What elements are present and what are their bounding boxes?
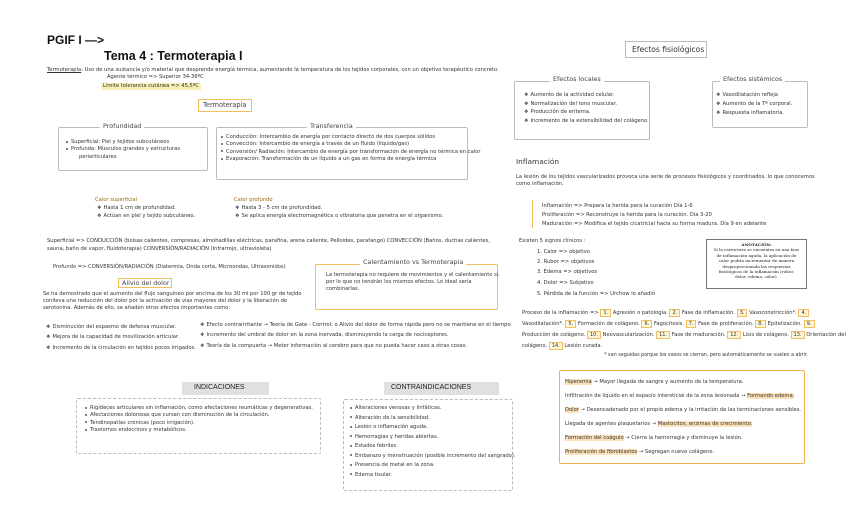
alivio-left-item: ❖ Incremento de la circulación en tejidos pocos irrigados. bbox=[46, 344, 196, 351]
inflamacion-phases-marker bbox=[532, 200, 533, 228]
contraindicaciones-item: Lesión o inflamación aguda. bbox=[350, 423, 516, 433]
calor-superficial-item: ❖ Hasta 1 cm de profundidad. bbox=[97, 205, 176, 211]
profundidad-list bbox=[66, 139, 180, 161]
contraindicaciones-item: Alteraciones venosas y linfáticas. bbox=[350, 404, 516, 414]
transferencia-item: Evaporación: Transformación de un líquido a un gas en forma de energía térmica bbox=[221, 156, 480, 163]
contraindicaciones-item: Presencia de metal en la zona. bbox=[350, 461, 516, 471]
definition-text: : Uso de una sustancia y/o material que desprende energía térmica, aumentando la temperatura de los tejidos corporales, con un objetivo terapéutico concreto. bbox=[81, 67, 499, 73]
definition-line bbox=[47, 67, 499, 74]
inflamacion-text: La lesión de los tejidos vascularizados provoca una serie de procesos fisiológicos y coordinados, lo que conocemos como inflamación. bbox=[516, 174, 815, 188]
alivio-left-item: ❖ Disminución del espasmo de defensa muscular. bbox=[46, 324, 177, 330]
calor-profundo-item: ❖ Hasta 3 - 5 cm de profundidad. bbox=[235, 205, 323, 211]
alivio-right-item: ❖ Incremento del umbral de dolor en la zona inervada, disminuyendo la carga de nociceptores. bbox=[200, 332, 449, 339]
calentamiento-text: La termoterapia no requiere de movimientos y el calentamiento sí, por lo que no tendrán los mismos efectos. Lo ideal sería combinarlas. bbox=[326, 272, 500, 293]
definicion-line: Dolor → Desencadenado por el propio edema y la irritación de las terminaciones sensibles. bbox=[565, 407, 802, 413]
efectos-locales-list bbox=[524, 91, 649, 125]
inflamacion-phase: Maduración => Modifica el tejido cicatricial hacia su forma madura. Día 9 en adelante bbox=[542, 221, 767, 227]
transferencia-item: Conversión/ Radiación: Intercambio de energía por transformación de energía no térmica en calor bbox=[221, 149, 480, 156]
efectos-locales-title: Efectos locales bbox=[550, 75, 604, 84]
profundidad-item: periarticulares bbox=[79, 153, 117, 160]
inflamacion-title: Inflamación bbox=[516, 157, 560, 166]
profundidad-label: Profundidad bbox=[100, 122, 144, 131]
profundidad-item: Profunda: Músculos grandes y estructuras bbox=[66, 146, 180, 153]
alivio-right-list bbox=[200, 322, 511, 350]
signo-item: 3. Edema => objetivos bbox=[537, 269, 598, 275]
definicion-line: Formación del coágulo → Cierra la hemorragia y disminuye la lesión. bbox=[565, 435, 743, 441]
definicion-line: Infiltración de líquido en el espacio intersticial de la zona lesionada → Formando edema. bbox=[565, 393, 795, 399]
contraindicaciones-item: Edema tisular. bbox=[350, 471, 516, 481]
proceso-line: Proceso de la inflamación => 1. Agresión o patología. 2. Fase de inflamación. 3. Vasoconstricción*. 4. bbox=[522, 309, 809, 317]
alivio-text: Se ha demostrado que el aumento del flujo sanguíneo por encima de los 30 ml por 100 gr de tejido conlleva una reducción del dolor por la activación de vías mayores del dolor y la liberación de serotonina. Además de ello, se añaden otros efectos importantes como: bbox=[43, 291, 302, 312]
alivio-right-item: ❖ Teoría de la compuerta → Meter información al cerebro para que no pueda hacer caso a otras cosas. bbox=[200, 342, 468, 349]
definition-limit: Límite tolerancia cutánea => 45,5ºC bbox=[103, 83, 199, 89]
alivio-left-list bbox=[46, 324, 196, 352]
proceso-line: Vasodilatación*. 5. Formación de colágeno. 6. Fagocitosis. 7. Fase de proliferación. 8. Epitelización. 9. bbox=[522, 320, 815, 328]
indicaciones-item: Trastornos endocrinos y metabólicos. bbox=[85, 427, 313, 434]
definition-term: Termoterapia bbox=[47, 67, 82, 73]
inflamacion-phase: Proliferación => Reconstruye la herida para la curación. Día 3-20 bbox=[542, 212, 712, 218]
efectos-sistemicos-list bbox=[716, 91, 792, 118]
transferencia-label: Transferencia bbox=[307, 122, 356, 131]
transferencia-list bbox=[221, 134, 480, 164]
efectos-sistemicos-item: ❖ Respuesta inflamatoria. bbox=[716, 110, 785, 116]
calor-superficial-item: ❖ Actúan en piel y tejido subcutáneo. bbox=[97, 213, 196, 219]
signos-title: Existen 5 signos clínicos : bbox=[519, 238, 586, 244]
anotacion-title: ANOTACIÓN: bbox=[741, 242, 772, 247]
transferencia-item: Conducción: Intercambio de energía por contacto directo de dos cuerpos sólidos bbox=[221, 134, 480, 141]
contraindicaciones-item: Alteración de la sensibilidad. bbox=[350, 414, 516, 424]
inflamacion-phase: Inflamación => Prepara la herida para la curación Día 1-6 bbox=[542, 203, 693, 209]
efectos-title: Efectos fisiológicos bbox=[632, 45, 705, 54]
indicaciones-list bbox=[85, 405, 313, 435]
signo-item: 2. Rubor => objetivos bbox=[537, 259, 595, 265]
efectos-locales-item: ❖ Aumento de la actividad celular. bbox=[524, 92, 615, 98]
efectos-sistemicos-item: ❖ Vasodilatación refleja bbox=[716, 92, 778, 98]
calor-superficial-title: Calor superficial bbox=[95, 197, 137, 203]
contraindicaciones-item: Estados febriles. bbox=[350, 442, 516, 452]
efectos-sistemicos-item: ❖ Aumento de la Tª corporal. bbox=[716, 101, 793, 107]
alivio-title: Alivio del dolor bbox=[122, 279, 170, 287]
indicaciones-title: INDICACIONES bbox=[194, 384, 245, 391]
definicion-line: Proliferación de fibroblastos → Segregan nuevo colágeno. bbox=[565, 449, 715, 455]
efectos-locales-item: ❖ Normalización del tono muscular. bbox=[524, 100, 618, 107]
header-code: PGIF I —> bbox=[47, 33, 105, 47]
superficial-line: sauna, baño de vapor, fluidoterapia) CONVERSIÓN/RADIACIÓN (Infrarrojo, ultravioleta) bbox=[47, 246, 272, 252]
contraindicaciones-item: Hemorragias y heridas abiertas. bbox=[350, 433, 516, 443]
termo-label: Termoterapia bbox=[203, 101, 247, 109]
definicion-line: Llegada de agentes plaquetarios → Mastocitos, enzimas de crecimiento. bbox=[565, 421, 753, 427]
calor-profundo-title: Calor profundo bbox=[234, 197, 273, 203]
page-title: Tema 4 : Termoterapia I bbox=[104, 49, 243, 63]
profundo-line: Profundo => CONVERSIÓN/RADIACIÓN (Diatermia, Onda corta, Microondas, Ultrasonidos) bbox=[53, 264, 286, 270]
efectos-locales-item: ❖ Producción de eritema. bbox=[524, 109, 591, 116]
alivio-left-item: ❖ Mejora de la capacidad de movilización articular. bbox=[46, 334, 180, 341]
signo-item: 1. Calor => objetivo bbox=[537, 249, 590, 255]
signo-item: 5. Pérdida de la función => Urchow lo añadió bbox=[537, 291, 656, 297]
indicaciones-item: Tendinopatías crónicas (poco irrigación). bbox=[85, 420, 313, 427]
efectos-sistemicos-title: Efectos sistémicos bbox=[720, 75, 785, 84]
definicion-line: Hiperemia → Mayor llegada de sangre y aumento de la temperatura. bbox=[565, 379, 744, 385]
efectos-locales-item: ❖ Incremento de la extensibilidad del colágeno. bbox=[524, 117, 649, 124]
superficial-line: Superficial => CONDUCCIÓN (bolsas calientes, compresas, almohadillas eléctricas, parafina, arena caliente, Pelloides, parafango) CONVECCIÓN (Baños, duchas calientes, bbox=[47, 238, 490, 244]
proceso-note: * van seguidas porque los vasos se cierran, pero automáticamente se vuelen a abrir. bbox=[604, 353, 808, 358]
proceso-line: colágeno. 14. Lesión curada. bbox=[522, 343, 603, 349]
calor-profundo-item: ❖ Se aplica energía electromagnética o vibratoria que penetra en el organismo. bbox=[235, 213, 444, 219]
contraindicaciones-list bbox=[350, 404, 516, 480]
definition-agent: Agente térmico => Superior 34-36ºC bbox=[107, 74, 204, 80]
alivio-right-item: ❖ Efecto contrairritante → Teoría de Gate - Control: o Alivio del dolor de forma rápida pero no se mantiene en el tiempo bbox=[200, 322, 511, 328]
calentamiento-title: Calentamiento vs Termoterapia bbox=[360, 258, 466, 267]
indicaciones-item: Afectaciones dolorosas que cursan con disminución de la circulación. bbox=[85, 412, 313, 419]
signo-item: 4. Dolor => Subjetivo bbox=[537, 280, 594, 286]
profundidad-item: Superficial: Piel y tejidos subcutáneos bbox=[66, 139, 180, 146]
contraindicaciones-title: CONTRAINDICACIONES bbox=[391, 384, 472, 391]
proceso-line: Producción de colágeno. 10. Neovascularización. 11. Fase de maduración. 12. Lisis de colágeno. 13. Orientación del bbox=[522, 332, 846, 338]
indicaciones-item: Rigideces articulares sin inflamación, como afectaciones reumáticas y degenerativas. bbox=[85, 405, 313, 412]
transferencia-item: Convección: Intercambio de energía a través de un fluido (líquido/gas) bbox=[221, 141, 480, 148]
contraindicaciones-item: Embarazo y menstruación (posible incremento del sangrado). bbox=[350, 452, 516, 462]
anotacion-content: ANOTACIÓN: Si la estructura se encuentra en una fase de inflamación aguda, la aplicación de calor podría incrementar de manera desproporcionada las respuestas fisiológicas de la inflamación (rubor, dolor, edema, calor). bbox=[708, 242, 805, 280]
